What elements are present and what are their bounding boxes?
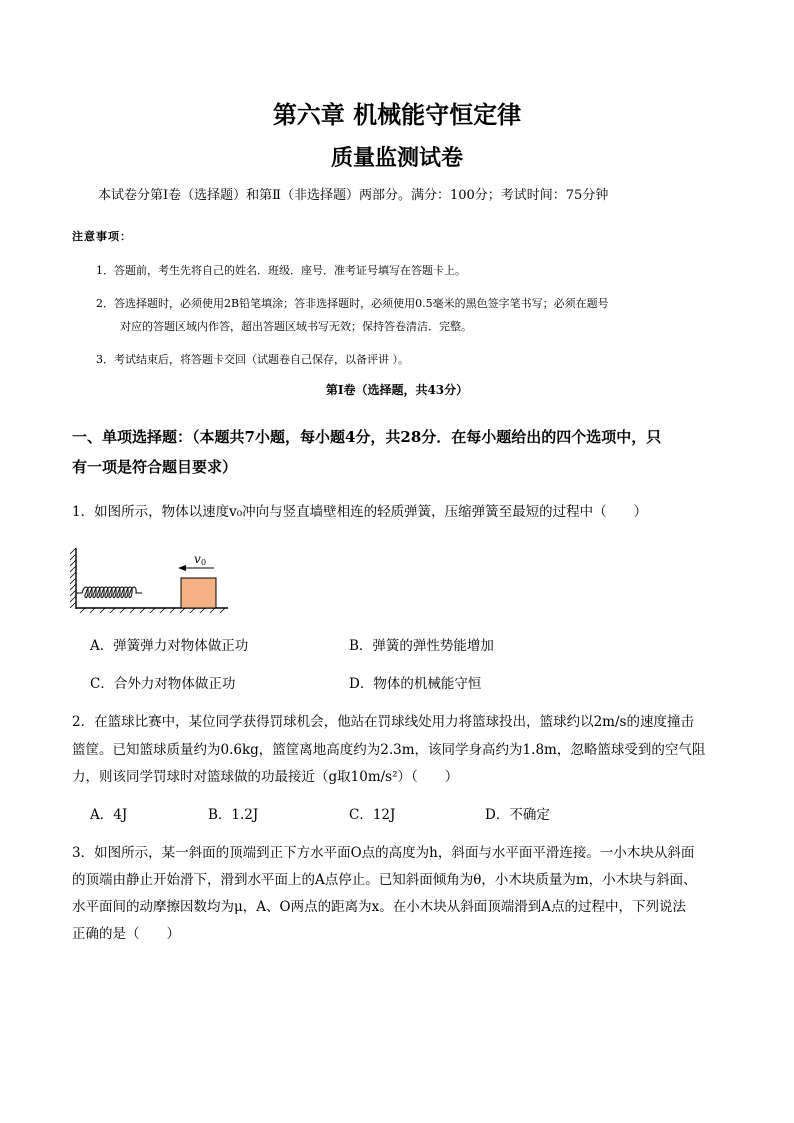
question-2-line2: 篮筐。已知篮球质量约为0.6kg，篮筐离地高度约为2.3m，该同学身高约为1.8m，忽略篮球受到的空气阻 (72, 742, 706, 758)
velocity-label: v (194, 552, 201, 566)
notice-item-3: 3．考试结束后，将答题卡交回（试题卷自己保存，以备评讲 ）。 (96, 353, 409, 366)
question-2-line3: 力，则该同学罚球时对篮球做的功最接近（g取10m/s²）（ ） (72, 769, 459, 785)
page-subtitle: 质量监测试卷 (330, 146, 463, 171)
floor-hatch (80, 608, 225, 613)
question-3-line1: 3．如图所示，某一斜面的顶端到正下方水平面O点的高度为h，斜面与水平面平滑连接。一小木块从斜面 (72, 845, 695, 861)
block (181, 578, 216, 608)
q2-option-c: C．12J (349, 807, 396, 823)
question-3-line2: 的顶端由静止开始滑下，滑到水平面上的A点停止。已知斜面倾角为θ，小木块质量为m，小木块与斜面、 (72, 872, 697, 888)
q2-option-a: A．4J (90, 807, 128, 823)
notice-item-2-cont: 对应的答题区域内作答，超出答题区域书写无效；保持答卷清洁．完整。 (120, 320, 472, 333)
notice-item-1: 1．答题前，考生先将自己的姓名．班级．座号．准考证号填写在答题卡上。 (96, 264, 466, 277)
part-title: 第Ⅰ卷（选择题，共43分） (325, 383, 469, 397)
section-heading-line2: 有一项是符合题目要求） (72, 458, 238, 476)
section-heading-line1: 一、单项选择题：（本题共7小题，每小题4分，共28分．在每小题给出的四个选项中，只 (72, 428, 662, 446)
notice-item-2: 2．答选择题时，必须使用2B铅笔填涂；答非选择题时，必须使用0.5毫米的黑色签字笔书写；必须在题号 (96, 297, 609, 310)
q2-option-d: D．不确定 (485, 807, 550, 823)
question-2-line1: 2．在篮球比赛中，某位同学获得罚球机会，他站在罚球线处用力将篮球投出，篮球约以2m/s的速度撞击 (72, 714, 694, 730)
exam-intro: 本试卷分第Ⅰ卷（选择题）和第Ⅱ（非选择题）两部分。满分：100分；考试时间：75分钟 (98, 188, 609, 203)
spring (76, 587, 142, 598)
velocity-label-subscript: 0 (201, 558, 207, 567)
question-1-stem: 1．如图所示，物体以速度v₀冲向与竖直墙壁相连的轻质弹簧，压缩弹簧至最短的过程中（ ） (72, 504, 648, 520)
page-title: 第六章 机械能守恒定律 (272, 101, 522, 129)
question-3-line4: 正确的是（ ） (72, 926, 180, 942)
q2-option-b: B．1.2J (208, 807, 259, 823)
velocity-arrowhead (178, 565, 186, 571)
spring-block-figure (70, 548, 235, 613)
notice-heading: 注意事项： (72, 230, 132, 243)
q1-option-c: C．合外力对物体做正功 (90, 676, 236, 692)
wall-hatch (70, 548, 76, 608)
q1-option-d: D．物体的机械能守恒 (349, 676, 482, 692)
q1-option-b: B．弹簧的弹性势能增加 (349, 638, 494, 654)
question-3-line3: 水平面间的动摩擦因数均为μ，A、O两点的距离为x。在小木块从斜面顶端滑到A点的过程中，下列说法 (72, 899, 686, 915)
q1-option-a: A．弹簧弹力对物体做正功 (90, 638, 249, 654)
